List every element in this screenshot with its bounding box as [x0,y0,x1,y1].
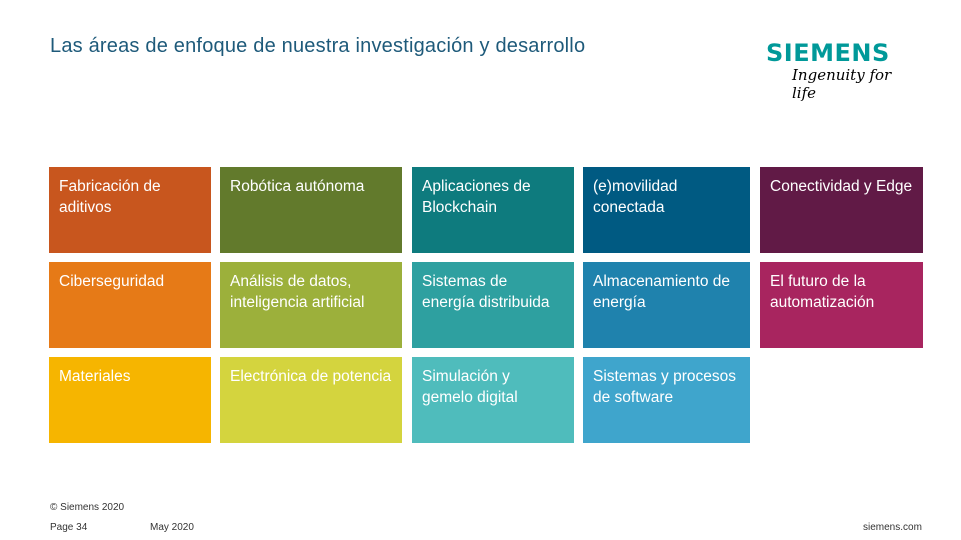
page-title: Las áreas de enfoque de nuestra investigación y desarrollo [50,35,586,57]
tile-analisis-datos: Análisis de datos, inteligencia artificial [220,262,402,348]
tile-ciberseguridad: Ciberseguridad [49,262,211,348]
logo-tagline: Ingenuity for life [792,66,892,102]
tile-futuro-automatizacion: El futuro de la automatización [760,262,923,348]
tile-sistemas-software: Sistemas y procesos de software [583,357,750,443]
tile-blockchain: Aplicaciones de Blockchain [412,167,574,253]
tile-fabricacion-aditivos: Fabricación de aditivos [49,167,211,253]
footer-copyright: © Siemens 2020 [50,502,125,513]
siemens-logo [766,40,916,102]
tile-almacenamiento-energia: Almacenamiento de energía [583,262,750,348]
footer-date: May 2020 [150,522,194,533]
tile-emovilidad: (e)movilidad conectada [583,167,750,253]
tile-electronica-potencia: Electrónica de potencia [220,357,402,443]
tile-simulacion-gemelo: Simulación y gemelo digital [412,357,574,443]
tile-robotica-autonoma: Robótica autónoma [220,167,402,253]
logo-wordmark: SIEMENS [766,39,890,67]
footer-url[interactable]: siemens.com [863,522,922,533]
tile-conectividad-edge: Conectividad y Edge [760,167,923,253]
footer-page-number: Page 34 [50,522,88,533]
tile-materiales: Materiales [49,357,211,443]
tile-energia-distribuida: Sistemas de energía distribuida [412,262,574,348]
